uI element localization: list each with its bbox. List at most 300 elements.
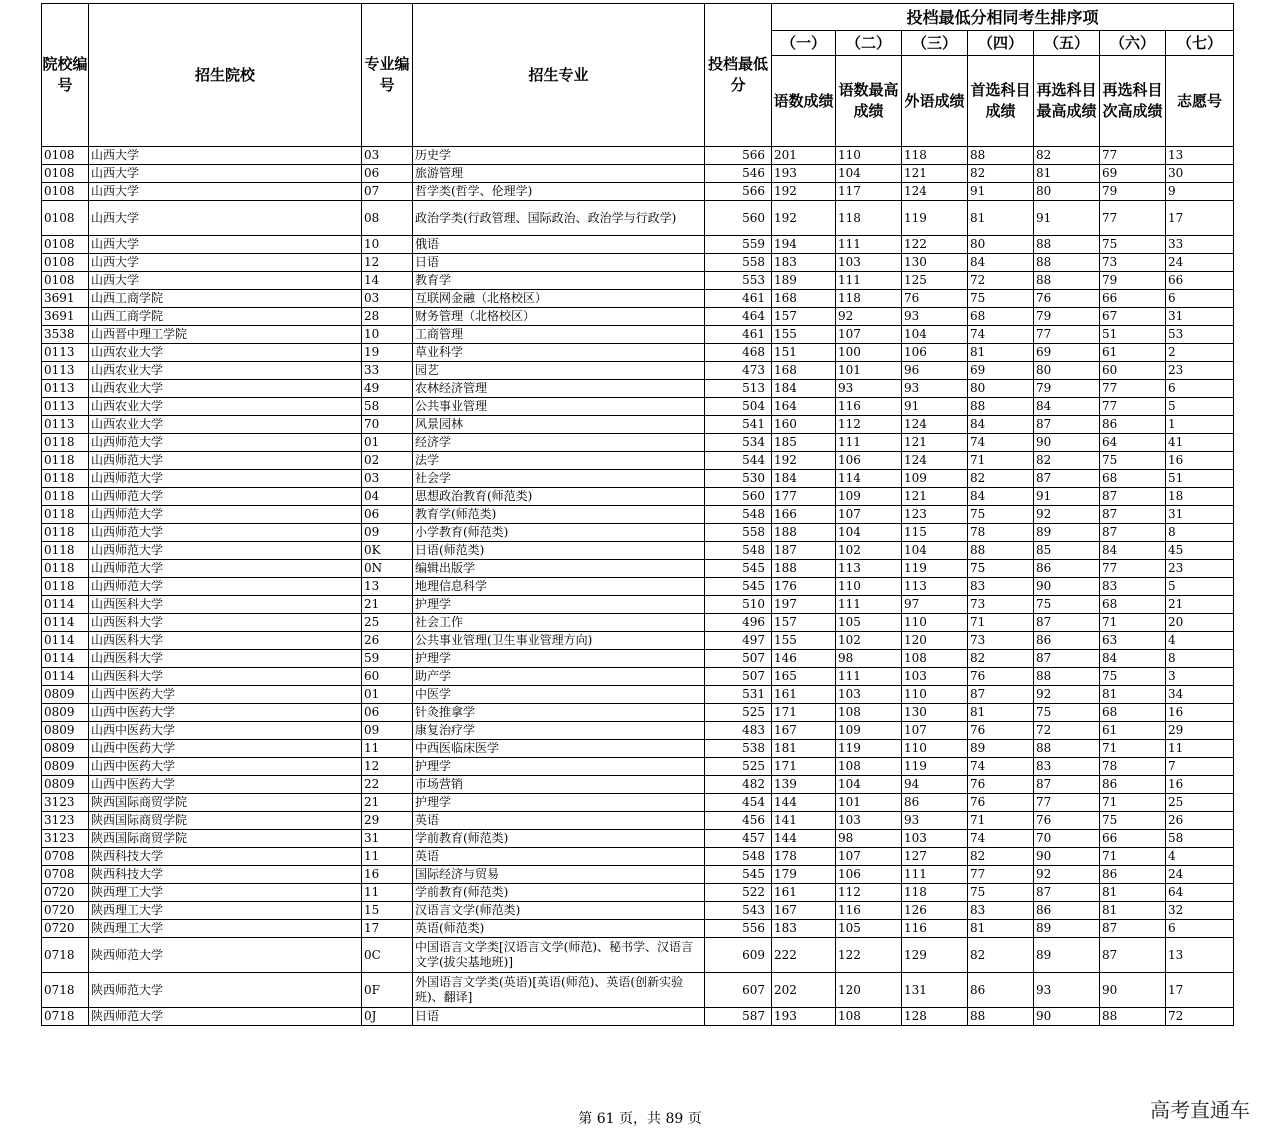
cell-major-code: 12: [362, 758, 413, 776]
cell-score-shouxuan: 78: [968, 524, 1034, 542]
cell-volunteer-no: 26: [1166, 812, 1234, 830]
cell-min-score: 507: [705, 668, 772, 686]
cell-score-zaixuan-second: 87: [1100, 938, 1166, 973]
cell-score-zaixuan-second: 68: [1100, 470, 1166, 488]
cell-score-zaixuan-max: 75: [1034, 596, 1100, 614]
cell-major-name: 园艺: [413, 362, 705, 380]
cell-volunteer-no: 13: [1166, 938, 1234, 973]
cell-volunteer-no: 51: [1166, 470, 1234, 488]
cell-score-yushu: 151: [772, 344, 836, 362]
cell-major-code: 06: [362, 506, 413, 524]
cell-min-score: 560: [705, 488, 772, 506]
cell-school-name: 山西大学: [89, 272, 362, 290]
cell-score-yushu: 167: [772, 902, 836, 920]
cell-score-shouxuan: 74: [968, 434, 1034, 452]
cell-school-code: 0118: [42, 542, 89, 560]
table-row: [42, 147, 1234, 165]
cell-school-name: 陕西理工大学: [89, 884, 362, 902]
cell-score-shouxuan: 74: [968, 830, 1034, 848]
table-row: [42, 416, 1234, 434]
cell-volunteer-no: 23: [1166, 560, 1234, 578]
cell-score-shouxuan: 76: [968, 776, 1034, 794]
watermark: 高考直通车: [1150, 1098, 1250, 1122]
cell-school-code: 0118: [42, 434, 89, 452]
header-min-score: 投档最低分: [705, 4, 772, 147]
cell-school-code: 0118: [42, 560, 89, 578]
cell-school-code: 0718: [42, 1008, 89, 1026]
cell-score-yushu-max: 106: [836, 866, 902, 884]
cell-score-yushu-max: 107: [836, 848, 902, 866]
table-row: [42, 272, 1234, 290]
cell-score-yushu: 181: [772, 740, 836, 758]
table-row: [42, 776, 1234, 794]
cell-score-shouxuan: 77: [968, 866, 1034, 884]
cell-score-yushu-max: 98: [836, 650, 902, 668]
cell-major-code: 06: [362, 704, 413, 722]
cell-score-zaixuan-second: 71: [1100, 848, 1166, 866]
cell-min-score: 558: [705, 524, 772, 542]
cell-score-zaixuan-second: 75: [1100, 452, 1166, 470]
cell-score-zaixuan-second: 75: [1100, 668, 1166, 686]
cell-score-shouxuan: 71: [968, 614, 1034, 632]
cell-volunteer-no: 24: [1166, 866, 1234, 884]
cell-volunteer-no: 33: [1166, 236, 1234, 254]
cell-school-name: 陕西国际商贸学院: [89, 794, 362, 812]
cell-score-zaixuan-second: 87: [1100, 524, 1166, 542]
cell-volunteer-no: 66: [1166, 272, 1234, 290]
cell-score-zaixuan-second: 78: [1100, 758, 1166, 776]
cell-major-name: 社会学: [413, 470, 705, 488]
cell-score-yushu-max: 110: [836, 578, 902, 596]
cell-score-yushu: 189: [772, 272, 836, 290]
cell-score-waiyu: 119: [902, 201, 968, 236]
page-footer: 第 61 页，共 89 页: [578, 1111, 702, 1127]
cell-major-name: 学前教育(师范类): [413, 830, 705, 848]
cell-school-name: 山西农业大学: [89, 362, 362, 380]
cell-major-name: 日语: [413, 1008, 705, 1026]
cell-min-score: 461: [705, 326, 772, 344]
cell-major-code: 25: [362, 614, 413, 632]
cell-school-name: 陕西师范大学: [89, 973, 362, 1008]
cell-min-score: 566: [705, 183, 772, 201]
cell-score-zaixuan-second: 68: [1100, 704, 1166, 722]
cell-score-yushu-max: 107: [836, 326, 902, 344]
cell-min-score: 525: [705, 704, 772, 722]
cell-school-name: 山西农业大学: [89, 344, 362, 362]
cell-score-yushu-max: 108: [836, 758, 902, 776]
cell-min-score: 454: [705, 794, 772, 812]
cell-score-yushu: 192: [772, 452, 836, 470]
cell-school-code: 0118: [42, 470, 89, 488]
cell-major-name: 市场营销: [413, 776, 705, 794]
cell-score-yushu-max: 120: [836, 973, 902, 1008]
table-row: [42, 758, 1234, 776]
table-row: [42, 614, 1234, 632]
cell-school-code: 3123: [42, 830, 89, 848]
cell-score-waiyu: 121: [902, 165, 968, 183]
cell-volunteer-no: 8: [1166, 524, 1234, 542]
table-row: [42, 632, 1234, 650]
cell-score-zaixuan-max: 83: [1034, 758, 1100, 776]
cell-major-code: 13: [362, 578, 413, 596]
cell-score-zaixuan-second: 77: [1100, 398, 1166, 416]
cell-min-score: 556: [705, 920, 772, 938]
cell-major-name: 经济学: [413, 434, 705, 452]
cell-major-code: 03: [362, 290, 413, 308]
cell-school-code: 0108: [42, 236, 89, 254]
cell-min-score: 548: [705, 506, 772, 524]
header-tiebreak-item: 首选科目成绩: [968, 56, 1034, 147]
cell-score-waiyu: 123: [902, 506, 968, 524]
cell-score-zaixuan-second: 81: [1100, 686, 1166, 704]
cell-volunteer-no: 6: [1166, 920, 1234, 938]
cell-score-zaixuan-second: 79: [1100, 183, 1166, 201]
cell-score-yushu-max: 111: [836, 272, 902, 290]
cell-school-code: 0113: [42, 344, 89, 362]
cell-major-name: 历史学: [413, 147, 705, 165]
cell-volunteer-no: 30: [1166, 165, 1234, 183]
table-row: [42, 201, 1234, 236]
cell-score-yushu-max: 119: [836, 740, 902, 758]
cell-min-score: 560: [705, 201, 772, 236]
cell-min-score: 530: [705, 470, 772, 488]
cell-school-name: 山西医科大学: [89, 596, 362, 614]
cell-min-score: 545: [705, 560, 772, 578]
cell-volunteer-no: 7: [1166, 758, 1234, 776]
cell-volunteer-no: 5: [1166, 398, 1234, 416]
cell-score-waiyu: 91: [902, 398, 968, 416]
cell-score-shouxuan: 71: [968, 812, 1034, 830]
cell-score-zaixuan-second: 77: [1100, 560, 1166, 578]
cell-score-zaixuan-max: 84: [1034, 398, 1100, 416]
cell-min-score: 504: [705, 398, 772, 416]
cell-score-shouxuan: 75: [968, 884, 1034, 902]
cell-min-score: 548: [705, 848, 772, 866]
cell-volunteer-no: 72: [1166, 1008, 1234, 1026]
cell-score-waiyu: 111: [902, 866, 968, 884]
cell-school-code: 0720: [42, 884, 89, 902]
cell-score-zaixuan-max: 70: [1034, 830, 1100, 848]
cell-major-code: 29: [362, 812, 413, 830]
cell-major-code: 03: [362, 147, 413, 165]
cell-major-name: 俄语: [413, 236, 705, 254]
cell-score-yushu: 222: [772, 938, 836, 973]
cell-major-name: 中西医临床医学: [413, 740, 705, 758]
table-row: [42, 938, 1234, 973]
cell-school-code: 0108: [42, 165, 89, 183]
cell-score-yushu-max: 110: [836, 147, 902, 165]
cell-score-zaixuan-second: 61: [1100, 722, 1166, 740]
cell-score-yushu: 197: [772, 596, 836, 614]
cell-score-waiyu: 104: [902, 542, 968, 560]
cell-score-waiyu: 124: [902, 452, 968, 470]
cell-score-zaixuan-max: 91: [1034, 488, 1100, 506]
cell-score-shouxuan: 83: [968, 902, 1034, 920]
cell-volunteer-no: 2: [1166, 344, 1234, 362]
cell-score-shouxuan: 72: [968, 272, 1034, 290]
cell-volunteer-no: 5: [1166, 578, 1234, 596]
cell-score-waiyu: 127: [902, 848, 968, 866]
cell-score-shouxuan: 73: [968, 632, 1034, 650]
cell-score-zaixuan-max: 69: [1034, 344, 1100, 362]
table-row: [42, 362, 1234, 380]
cell-score-yushu: 176: [772, 578, 836, 596]
cell-score-yushu-max: 105: [836, 920, 902, 938]
cell-score-zaixuan-max: 77: [1034, 794, 1100, 812]
cell-volunteer-no: 31: [1166, 506, 1234, 524]
cell-score-shouxuan: 84: [968, 416, 1034, 434]
cell-major-code: 03: [362, 470, 413, 488]
cell-score-yushu: 166: [772, 506, 836, 524]
cell-major-name: 风景园林: [413, 416, 705, 434]
cell-major-code: 01: [362, 434, 413, 452]
cell-score-zaixuan-max: 90: [1034, 1008, 1100, 1026]
cell-score-zaixuan-second: 73: [1100, 254, 1166, 272]
cell-score-waiyu: 116: [902, 920, 968, 938]
cell-school-name: 山西工商学院: [89, 308, 362, 326]
cell-school-name: 山西师范大学: [89, 470, 362, 488]
cell-major-code: 21: [362, 596, 413, 614]
header-tiebreak-item: 语数成绩: [772, 56, 836, 147]
cell-major-name: 助产学: [413, 668, 705, 686]
cell-score-yushu-max: 117: [836, 183, 902, 201]
cell-score-zaixuan-max: 88: [1034, 236, 1100, 254]
cell-major-code: 0C: [362, 938, 413, 973]
cell-min-score: 548: [705, 542, 772, 560]
cell-score-waiyu: 121: [902, 434, 968, 452]
cell-major-name: 汉语言文学(师范类): [413, 902, 705, 920]
cell-score-zaixuan-second: 61: [1100, 344, 1166, 362]
cell-score-shouxuan: 83: [968, 578, 1034, 596]
cell-score-yushu-max: 114: [836, 470, 902, 488]
cell-score-zaixuan-max: 87: [1034, 614, 1100, 632]
cell-score-waiyu: 118: [902, 147, 968, 165]
cell-score-yushu: 160: [772, 416, 836, 434]
table-row: [42, 308, 1234, 326]
cell-major-name: 英语(师范类): [413, 920, 705, 938]
cell-score-yushu-max: 100: [836, 344, 902, 362]
cell-score-shouxuan: 84: [968, 254, 1034, 272]
cell-score-yushu-max: 113: [836, 560, 902, 578]
cell-school-code: 0108: [42, 147, 89, 165]
cell-score-yushu-max: 118: [836, 201, 902, 236]
cell-major-name: 护理学: [413, 596, 705, 614]
cell-score-waiyu: 128: [902, 1008, 968, 1026]
cell-volunteer-no: 58: [1166, 830, 1234, 848]
cell-score-zaixuan-second: 87: [1100, 506, 1166, 524]
cell-score-waiyu: 108: [902, 650, 968, 668]
cell-score-waiyu: 93: [902, 812, 968, 830]
cell-major-name: 英语: [413, 848, 705, 866]
cell-major-code: 26: [362, 632, 413, 650]
cell-score-shouxuan: 75: [968, 290, 1034, 308]
cell-major-name: 旅游管理: [413, 165, 705, 183]
cell-major-code: 28: [362, 308, 413, 326]
cell-school-code: 0809: [42, 704, 89, 722]
cell-school-code: 0113: [42, 416, 89, 434]
admission-table: [41, 3, 1234, 1026]
table-row: [42, 542, 1234, 560]
cell-score-shouxuan: 75: [968, 560, 1034, 578]
cell-school-code: 0108: [42, 272, 89, 290]
header-tiebreak-num: （七）: [1166, 31, 1234, 56]
cell-score-zaixuan-max: 90: [1034, 578, 1100, 596]
cell-major-code: 0J: [362, 1008, 413, 1026]
cell-major-name: 英语: [413, 812, 705, 830]
header-tiebreak-num: （五）: [1034, 31, 1100, 56]
cell-school-name: 陕西科技大学: [89, 866, 362, 884]
cell-score-yushu: 188: [772, 560, 836, 578]
cell-score-yushu: 161: [772, 686, 836, 704]
cell-score-zaixuan-second: 81: [1100, 902, 1166, 920]
cell-score-yushu: 168: [772, 362, 836, 380]
cell-score-waiyu: 130: [902, 254, 968, 272]
cell-volunteer-no: 24: [1166, 254, 1234, 272]
cell-school-code: 0720: [42, 902, 89, 920]
cell-score-zaixuan-max: 90: [1034, 434, 1100, 452]
cell-major-code: 0N: [362, 560, 413, 578]
cell-major-code: 04: [362, 488, 413, 506]
cell-score-shouxuan: 81: [968, 201, 1034, 236]
cell-major-code: 49: [362, 380, 413, 398]
cell-score-zaixuan-second: 51: [1100, 326, 1166, 344]
cell-major-code: 17: [362, 920, 413, 938]
cell-school-code: 0108: [42, 254, 89, 272]
cell-volunteer-no: 16: [1166, 704, 1234, 722]
header-tiebreak-item: 志愿号: [1166, 56, 1234, 147]
cell-score-waiyu: 130: [902, 704, 968, 722]
cell-score-yushu: 139: [772, 776, 836, 794]
cell-min-score: 522: [705, 884, 772, 902]
cell-volunteer-no: 64: [1166, 884, 1234, 902]
cell-score-zaixuan-max: 77: [1034, 326, 1100, 344]
cell-school-name: 山西中医药大学: [89, 722, 362, 740]
cell-score-zaixuan-max: 88: [1034, 254, 1100, 272]
cell-min-score: 473: [705, 362, 772, 380]
table-row: [42, 884, 1234, 902]
cell-score-waiyu: 103: [902, 668, 968, 686]
cell-score-yushu-max: 108: [836, 704, 902, 722]
cell-score-yushu: 171: [772, 704, 836, 722]
cell-min-score: 513: [705, 380, 772, 398]
cell-score-zaixuan-max: 86: [1034, 902, 1100, 920]
cell-major-name: 国际经济与贸易: [413, 866, 705, 884]
table-row: [42, 668, 1234, 686]
table-row: [42, 812, 1234, 830]
cell-major-code: 10: [362, 236, 413, 254]
cell-score-yushu: 141: [772, 812, 836, 830]
cell-volunteer-no: 25: [1166, 794, 1234, 812]
cell-major-name: 公共事业管理: [413, 398, 705, 416]
cell-school-code: 3123: [42, 794, 89, 812]
cell-score-waiyu: 113: [902, 578, 968, 596]
cell-score-yushu: 201: [772, 147, 836, 165]
cell-score-zaixuan-second: 87: [1100, 920, 1166, 938]
cell-volunteer-no: 11: [1166, 740, 1234, 758]
cell-score-shouxuan: 82: [968, 650, 1034, 668]
cell-score-yushu-max: 108: [836, 1008, 902, 1026]
cell-score-waiyu: 121: [902, 488, 968, 506]
cell-volunteer-no: 9: [1166, 183, 1234, 201]
cell-score-zaixuan-max: 89: [1034, 920, 1100, 938]
cell-score-shouxuan: 81: [968, 920, 1034, 938]
cell-school-code: 0114: [42, 614, 89, 632]
cell-min-score: 607: [705, 973, 772, 1008]
cell-score-shouxuan: 82: [968, 470, 1034, 488]
cell-score-yushu: 165: [772, 668, 836, 686]
header-tiebreak-num: （四）: [968, 31, 1034, 56]
table-row: [42, 183, 1234, 201]
cell-school-code: 0718: [42, 938, 89, 973]
cell-score-yushu-max: 101: [836, 794, 902, 812]
cell-score-zaixuan-max: 88: [1034, 668, 1100, 686]
header-tiebreak-item: 再选科目最高成绩: [1034, 56, 1100, 147]
cell-score-shouxuan: 75: [968, 506, 1034, 524]
cell-score-yushu-max: 112: [836, 884, 902, 902]
table-row: [42, 848, 1234, 866]
cell-volunteer-no: 4: [1166, 632, 1234, 650]
cell-score-yushu-max: 104: [836, 165, 902, 183]
cell-score-zaixuan-max: 92: [1034, 866, 1100, 884]
table-row: [42, 236, 1234, 254]
cell-score-zaixuan-max: 81: [1034, 165, 1100, 183]
cell-min-score: 543: [705, 902, 772, 920]
cell-score-zaixuan-max: 92: [1034, 506, 1100, 524]
cell-min-score: 510: [705, 596, 772, 614]
cell-major-code: 06: [362, 165, 413, 183]
table-row: [42, 506, 1234, 524]
cell-score-zaixuan-max: 93: [1034, 973, 1100, 1008]
cell-score-shouxuan: 80: [968, 380, 1034, 398]
table-row: [42, 488, 1234, 506]
cell-school-code: 0113: [42, 380, 89, 398]
cell-min-score: 464: [705, 308, 772, 326]
cell-major-name: 农林经济管理: [413, 380, 705, 398]
cell-school-name: 山西工商学院: [89, 290, 362, 308]
cell-score-zaixuan-second: 66: [1100, 830, 1166, 848]
cell-major-code: 33: [362, 362, 413, 380]
cell-major-code: 11: [362, 884, 413, 902]
header-tiebreak-num: （三）: [902, 31, 968, 56]
cell-score-shouxuan: 81: [968, 344, 1034, 362]
cell-score-waiyu: 93: [902, 308, 968, 326]
cell-school-code: 0114: [42, 596, 89, 614]
cell-score-zaixuan-second: 88: [1100, 1008, 1166, 1026]
cell-volunteer-no: 16: [1166, 776, 1234, 794]
cell-score-shouxuan: 82: [968, 165, 1034, 183]
cell-school-name: 山西中医药大学: [89, 758, 362, 776]
cell-min-score: 566: [705, 147, 772, 165]
cell-major-name: 教育学: [413, 272, 705, 290]
cell-major-name: 工商管理: [413, 326, 705, 344]
cell-score-waiyu: 124: [902, 416, 968, 434]
cell-score-shouxuan: 74: [968, 326, 1034, 344]
cell-volunteer-no: 45: [1166, 542, 1234, 560]
cell-score-shouxuan: 76: [968, 794, 1034, 812]
cell-school-name: 山西农业大学: [89, 416, 362, 434]
cell-major-name: 法学: [413, 452, 705, 470]
cell-major-name: 针灸推拿学: [413, 704, 705, 722]
cell-school-code: 0809: [42, 776, 89, 794]
table-row: [42, 434, 1234, 452]
cell-school-code: 0118: [42, 488, 89, 506]
cell-volunteer-no: 16: [1166, 452, 1234, 470]
cell-min-score: 525: [705, 758, 772, 776]
cell-volunteer-no: 34: [1166, 686, 1234, 704]
cell-score-zaixuan-second: 66: [1100, 290, 1166, 308]
cell-score-zaixuan-max: 87: [1034, 776, 1100, 794]
cell-score-yushu: 179: [772, 866, 836, 884]
